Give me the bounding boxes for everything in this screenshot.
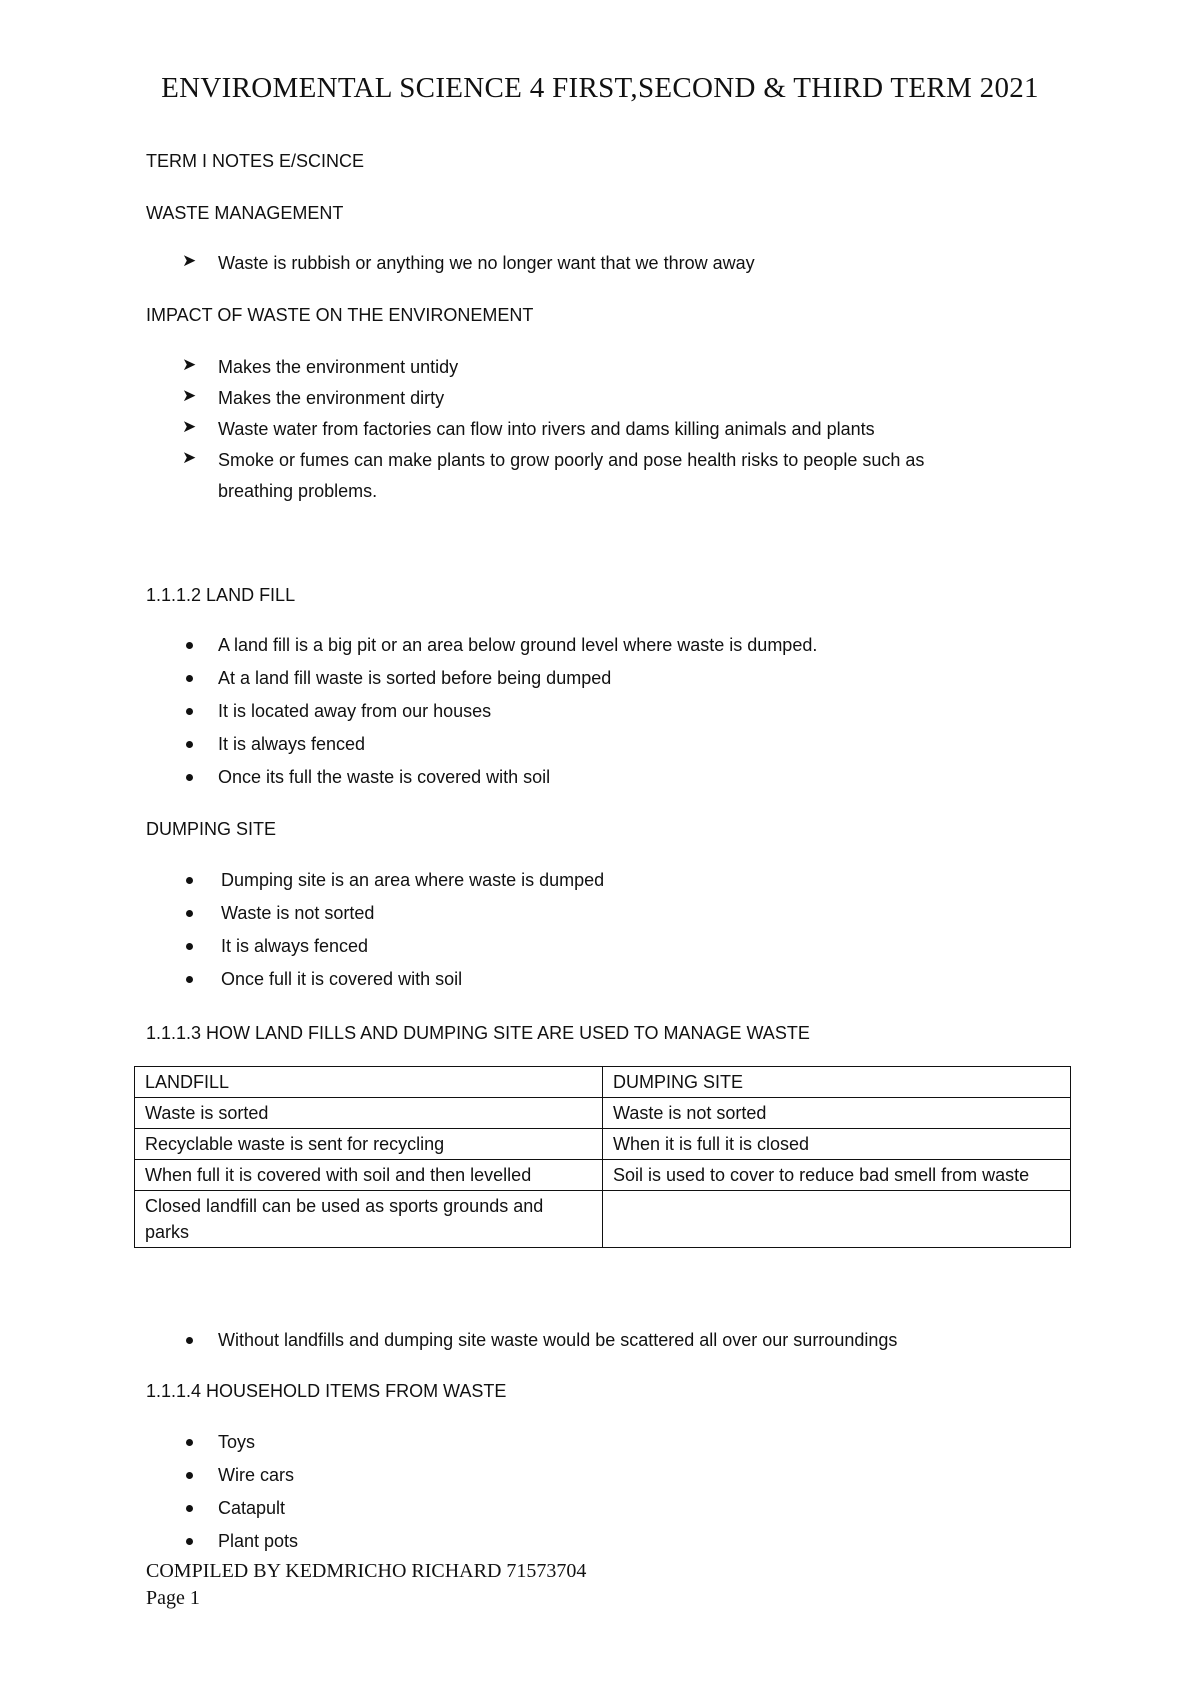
bullet-dot-icon [186,976,193,983]
bullet-dot-icon [186,708,193,715]
dumping-site-heading: DUMPING SITE [146,819,277,839]
arrow-bullet-icon: ➤ [182,386,197,405]
bullet-dot-icon [186,1505,193,1512]
table-cell: When full it is covered with soil and then levelled [135,1160,603,1191]
table-cell: When it is full it is closed [603,1129,1071,1160]
list-item: Dumping site is an area where waste is dumped [221,870,605,890]
table-row [135,1129,1071,1160]
list-item: Smoke or fumes can make plants to grow poorly and pose health risks to people such as [218,450,925,470]
landfill-heading: 1.1.1.2 LAND FILL [146,585,296,605]
list-item: It is always fenced [221,936,369,956]
column-header: LANDFILL [135,1067,603,1098]
list-item: It is always fenced [218,734,366,754]
list-item: Waste is not sorted [221,903,375,923]
list-item: Without landfills and dumping site waste would be scattered all over our surroundings [218,1330,898,1350]
impact-heading: IMPACT OF WASTE ON THE ENVIRONEMENT [146,305,534,325]
page-title: ENVIROMENTAL SCIENCE 4 FIRST,SECOND & THIRD TERM 2021 [161,72,1039,104]
household-heading: 1.1.1.4 HOUSEHOLD ITEMS FROM WASTE [146,1381,507,1401]
table-row [135,1191,1071,1248]
bullet-dot-icon [186,642,193,649]
bullet-dot-icon [186,1538,193,1545]
bullet-dot-icon [186,1439,193,1446]
waste-management-heading: WASTE MANAGEMENT [146,203,344,223]
bullet-dot-icon [186,1337,193,1344]
arrow-bullet-icon: ➤ [182,448,197,467]
bullet-dot-icon [186,877,193,884]
page-number: Page 1 [146,1587,200,1609]
list-item: It is located away from our houses [218,701,492,721]
list-item: Once its full the waste is covered with soil [218,767,551,787]
bullet-dot-icon [186,741,193,748]
list-item: A land fill is a big pit or an area below ground level where waste is dumped. [218,635,818,655]
table-cell: Recyclable waste is sent for recycling [135,1129,603,1160]
arrow-bullet-icon: ➤ [182,355,197,374]
list-item: Catapult [218,1498,286,1518]
table-cell: Waste is not sorted [603,1098,1071,1129]
table-cell: Closed landfill can be used as sports grounds and parks [135,1191,603,1248]
table-cell [603,1191,1071,1248]
list-item: Plant pots [218,1531,299,1551]
list-item: Waste water from factories can flow into rivers and dams killing animals and plants [218,419,875,439]
list-item: Once full it is covered with soil [221,969,463,989]
list-item: At a land fill waste is sorted before being dumped [218,668,612,688]
bullet-dot-icon [186,774,193,781]
list-item-continuation: breathing problems. [218,481,378,501]
list-item: Makes the environment untidy [218,357,459,377]
list-item: Wire cars [218,1465,294,1485]
compiled-by-footer: COMPILED BY KEDMRICHO RICHARD 71573704 [146,1560,587,1582]
comparison-heading: 1.1.1.3 HOW LAND FILLS AND DUMPING SITE ARE USED TO MANAGE WASTE [146,1023,810,1043]
arrow-bullet-icon: ➤ [182,417,197,436]
bullet-dot-icon [186,675,193,682]
table-row [135,1098,1071,1129]
list-item: Waste is rubbish or anything we no longer want that we throw away [218,253,755,273]
column-header: DUMPING SITE [603,1067,1071,1098]
bullet-dot-icon [186,910,193,917]
table-row [135,1160,1071,1191]
bullet-dot-icon [186,943,193,950]
list-item: Makes the environment dirty [218,388,445,408]
bullet-dot-icon [186,1472,193,1479]
comparison-table [134,1066,1071,1248]
list-item: Toys [218,1432,256,1452]
table-cell: Soil is used to cover to reduce bad smell from waste [603,1160,1071,1191]
arrow-bullet-icon: ➤ [182,251,197,270]
table-cell: Waste is sorted [135,1098,603,1129]
term-heading: TERM I NOTES E/SCINCE [146,151,365,171]
table-header-row [135,1067,1071,1098]
